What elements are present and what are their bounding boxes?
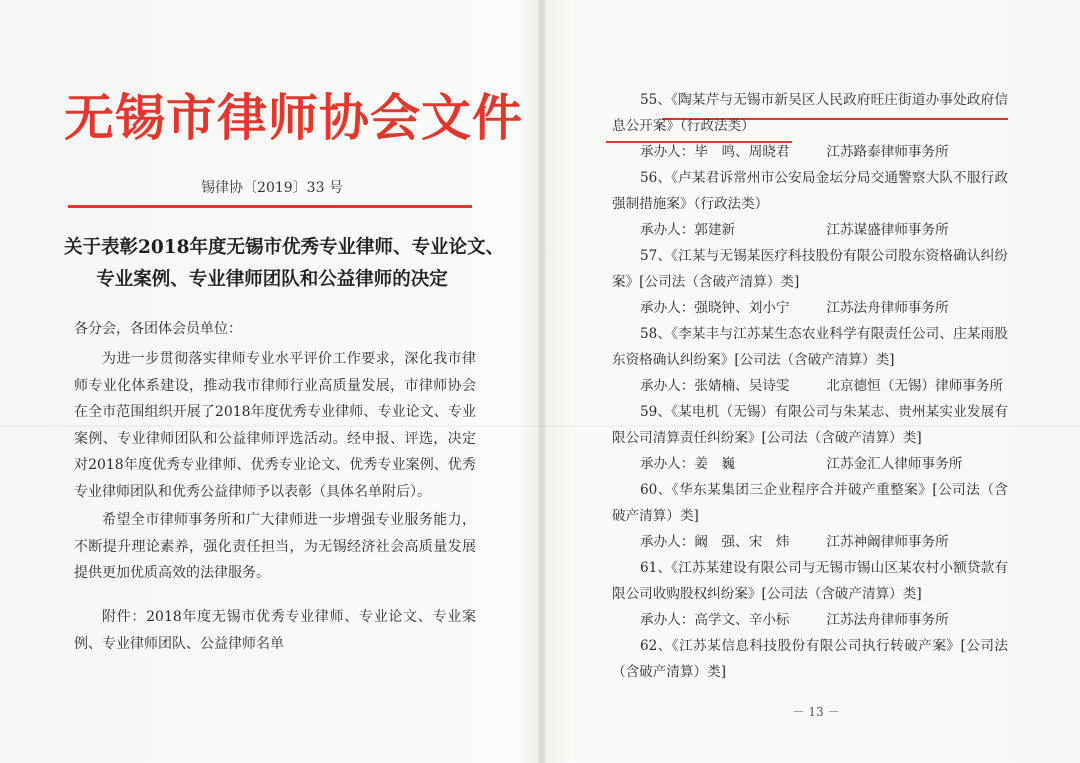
handler-label: 承办人： [640, 144, 695, 160]
law-firm: 江苏法舟律师事务所 [826, 612, 949, 628]
document-header: 无锡市律师协会文件 [64, 88, 523, 147]
law-firm: 江苏路泰律师事务所 [826, 144, 949, 160]
title-line-2: 专业案例、专业律师团队和公益律师的决定 [96, 269, 448, 290]
right-page [546, 0, 1080, 763]
case-title: 57、《江某与无锡某医疗科技股份有限公司股东资格确认纠纷案》[公司法（含破产清算）类] [612, 248, 1008, 290]
document-number: 锡律协〔2019〕33 号 [201, 180, 343, 196]
case-entry [612, 555, 1008, 633]
handler-names: 张婧楠、吴诗雯 [694, 378, 790, 394]
handler-label: 承办人： [640, 378, 695, 394]
case-title: 60、《华东某集团三企业程序合并破产重整案》[公司法（含破产清算）类] [612, 482, 1008, 524]
page-number: － 13 － [792, 705, 840, 719]
left-page [0, 0, 538, 763]
body-paragraph-1: 为进一步贯彻落实律师专业水平评价工作要求，深化我市律师专业化体系建设，推动我市律师行业高质量发展，市律师协会在全市范围组织开展了2018年度优秀专业律师、专业论文、专业案例、专业律师团队和公益律师评选活动。经申报、评选，决定对2018年度优秀专业律师、优秀专业论文、优秀专业案例、优秀专业律师团队和优秀公益律师予以表彰（具体名单附后）。 [74, 351, 476, 500]
page-fold [538, 0, 546, 763]
body-paragraph-2: 希望全市律师事务所和广大律师进一步增强专业服务能力，不断提升理论素养，强化责任担当，为无锡经济社会高质量发展提供更加优质高效的法律服务。 [74, 512, 476, 581]
case-entry [612, 477, 1008, 555]
case-entry [612, 633, 1008, 685]
case-handler [612, 451, 1008, 477]
document-title [64, 232, 504, 296]
case-entry [612, 399, 1008, 477]
handler-label: 承办人： [640, 222, 695, 238]
case-title: 62、《江苏某信息科技股份有限公司执行转破产案》[公司法（含破产清算）类] [612, 638, 1008, 680]
case-handler [612, 529, 1008, 555]
handler-label: 承办人： [640, 534, 695, 550]
handler-names: 高学文、辛小标 [694, 612, 790, 628]
header-red-rule [68, 205, 472, 208]
handler-label: 承办人： [640, 612, 695, 628]
case-title: 56、《卢某君诉常州市公安局金坛分局交通警察大队不服行政强制措施案》（行政法类） [612, 170, 1008, 212]
law-firm: 北京德恒（无锡）律师事务所 [826, 378, 1004, 394]
handler-names: 毕 鸣、周晓君 [694, 144, 790, 160]
case-handler [612, 139, 1008, 165]
case-title: 58、《李某丰与江苏某生态农业科学有限责任公司、庄某雨股东资格确认纠纷案》[公司法（含破产清算）类] [612, 326, 1008, 368]
case-entry [612, 243, 1008, 321]
case-handler [612, 607, 1008, 633]
handler-names: 阚 强、宋 炜 [694, 534, 790, 550]
handler-names: 强晓钟、刘小宁 [694, 300, 790, 316]
case-title: 61、《江苏某建设有限公司与无锡市锡山区某农村小额贷款有限公司收购股权纠纷案》[公司法（含破产清算）类] [612, 560, 1008, 602]
handler-label: 承办人： [640, 456, 695, 472]
attachment-note: 附件：2018年度无锡市优秀专业律师、专业论文、专业案例、专业律师团队、公益律师名单 [74, 609, 476, 652]
case-handler [612, 295, 1008, 321]
case-title: 55、《陶某芹与无锡市新吴区人民政府旺庄街道办事处政府信息公开案》（行政法类） [612, 92, 1008, 134]
salutation: 各分会，各团体会员单位： [74, 321, 242, 337]
law-firm: 江苏神阚律师事务所 [826, 534, 949, 550]
handler-names: 郭建新 [694, 222, 736, 238]
case-list [612, 87, 1008, 685]
handler-names: 姜 巍 [694, 456, 736, 472]
law-firm: 江苏金汇人律师事务所 [826, 456, 963, 472]
law-firm: 江苏法舟律师事务所 [826, 300, 949, 316]
title-line-1: 关于表彰2018年度无锡市优秀专业律师、专业论文、 [64, 237, 504, 258]
case-entry [612, 165, 1008, 243]
case-title: 59、《某电机（无锡）有限公司与朱某志、贵州某实业发展有限公司清算责任纠纷案》[公司法（含破产清算）类] [612, 404, 1008, 446]
case-handler [612, 373, 1008, 399]
case-entry [612, 87, 1008, 165]
law-firm: 江苏谋盛律师事务所 [826, 222, 949, 238]
case-entry [612, 321, 1008, 399]
handler-label: 承办人： [640, 300, 695, 316]
case-handler [612, 217, 1008, 243]
